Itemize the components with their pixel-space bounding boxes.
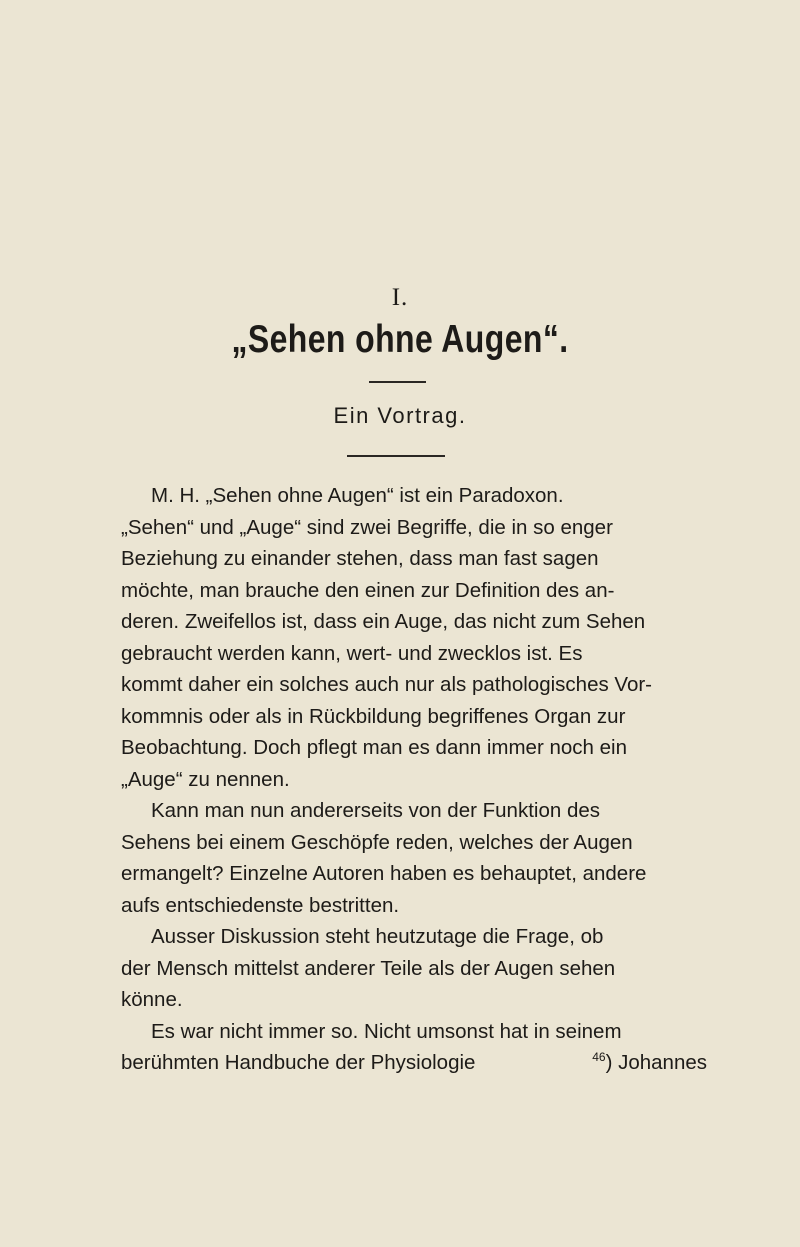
text-segment: ) Johannes [605,1051,707,1074]
chapter-number: I. [391,284,409,311]
text-segment: berühmten Handbuche der Physiologie [121,1051,476,1074]
text-line: M. H. „Sehen ohne Augen“ ist ein Paradoxon. [151,484,564,507]
text-line: der Mensch mittelst anderer Teile als der Augen sehen [121,956,616,980]
text-line: aufs entschiedenste bestritten. [121,893,400,917]
text-line: möchte, man brauche den einen zur Definition des an- [121,578,615,602]
text-line: gebraucht werden kann, wert- und zwecklos ist. Es [121,641,583,665]
text-line: „Sehen“ und „Auge“ sind zwei Begriffe, die in so enger [121,515,613,539]
text-line: kommt daher ein solches auch nur als pathologisches Vor- [121,673,653,696]
text-line: Beobachtung. Doch pflegt man es dann immer noch ein [121,736,627,759]
text-line: Es war nicht immer so. Nicht umsonst hat in seinem [151,1019,622,1043]
divider-rule [369,381,426,383]
text-line: könne. [121,988,183,1011]
text-line: ermangelt? Einzelne Autoren haben es behauptet, andere [121,862,647,885]
text-line: kommnis oder als in Rückbildung begriffenes Organ zur [121,704,626,728]
text-line: Kann man nun andererseits von der Funktion des [151,799,600,822]
chapter-subtitle: Ein Vortrag. [333,403,467,428]
body-text [121,480,707,1079]
text-line: Ausser Diskussion steht heutzutage die Frage, ob [151,925,604,948]
text-line: „Auge“ zu nennen. [121,767,290,791]
footnote-ref: 46 [592,1050,606,1064]
divider-rule [347,455,445,457]
chapter-title: „Sehen ohne Augen“. [231,318,569,361]
text-line: Beziehung zu einander stehen, dass man fast sagen [121,547,599,570]
text-line [121,1047,707,1079]
text-line: deren. Zweifellos ist, dass ein Auge, das nicht zum Sehen [121,610,646,633]
text-line: Sehens bei einem Geschöpfe reden, welches der Augen [121,830,633,854]
